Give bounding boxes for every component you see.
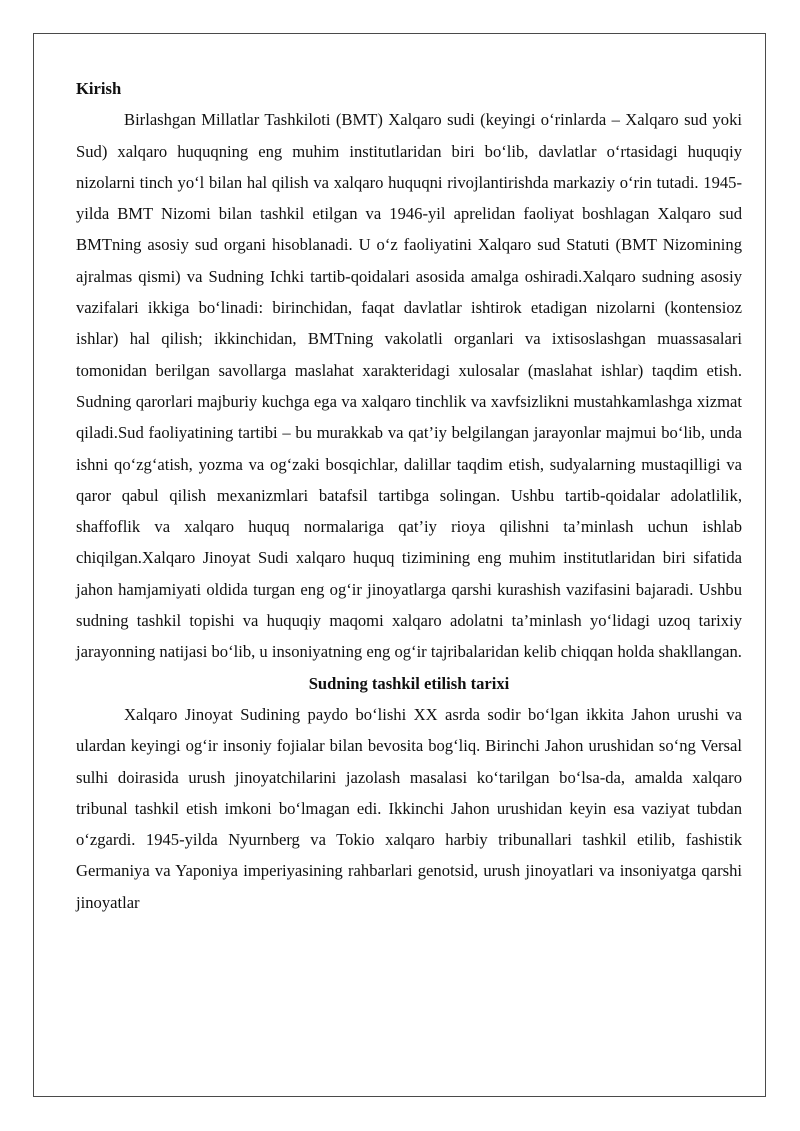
history-paragraph: Xalqaro Jinoyat Sudining paydo bo‘lishi XX asrda sodir bo‘lgan ikkita Jahon urushi va ulardan keyingi og‘ir insoniy fojialar bilan bevosita bog‘liq. Birinchi Jahon urushidan so‘ng Versal sulhi doirasida urush jinoyatchilarini jazolash masalasi ko‘tarilgan bo‘lsa-da, amalda xalqaro tribunal tashkil etish imkoni bo‘lmagan edi. Ikkinchi Jahon urushidan keyin esa vaziyat tubdan o‘zgardi. 1945-yilda Nyurnberg va Tokio xalqaro harbiy tribunallari tashkil etilib, fashistik Germaniya va Yaponiya imperiyasining rahbarlari genotsid, urush jinoyatlari va insoniyatga qarshi jinoyatlar xyxy=(76,704,742,912)
history-heading: Sudning tashkil etilish tarixi xyxy=(308,673,510,693)
document-body xyxy=(76,73,742,918)
intro-heading: Kirish xyxy=(76,79,122,98)
intro-paragraph: Birlashgan Millatlar Tashkiloti (BMT) Xalqaro sudi (keyingi o‘rinlarda – Xalqaro sud yoki Sud) xalqaro huquqning eng muhim institutlaridan biri bo‘lib, davlatlar o‘rtasidagi huquqiy nizolarni tinch yo‘l bilan hal qilish va xalqaro huquqni rivojlantirishda markaziy o‘rin tutadi. 1945-yilda BMT Nizomi bilan tashkil etilgan va 1946-yil aprelidan faoliyat boshlagan Xalqaro sud BMTning asosiy sud organi hisoblanadi. U o‘z faoliyatini Xalqaro sud Statuti (BMT Nizomining ajralmas qismi) va Sudning Ichki tartib-qoidalari asosida amalga oshiradi.Xalqaro sudning asosiy vazifalari ikkiga bo‘linadi: birinchidan, faqat davlatlar ishtirok etadigan nizolarni (kontensioz ishlar) hal qilish; ikkinchidan, BMTning vakolatli organlari va ixtisoslashgan muassasalari tomonidan berilgan savollarga maslahat xarakteridagi xulosalar (maslahat ishlar) taqdim etish. Sudning qarorlari majburiy kuchga ega va xalqaro tinchlik va xavfsizlikni mustahkamlashga xizmat qiladi.Sud faoliyatining tartibi – bu murakkab va qat’iy belgilangan jarayonlar majmui bo‘lib, unda ishni qo‘zg‘atish, yozma va og‘zaki bosqichlar, dalillar taqdim etish, sudyalarning mustaqilligi va qaror qabul qilish mexanizmlari batafsil tartibga solingan. Ushbu tartib-qoidalar adolatlilik, shaffoflik va xalqaro huquq normalariga qat’iy rioya qilishni ta’minlash uchun ishlab chiqilgan.Xalqaro Jinoyat Sudi xalqaro huquq tizimining eng muhim institutlaridan biri sifatida jahon hamjamiyati oldida turgan eng og‘ir jinoyatlarga qarshi kurashish vazifasini bajaradi. Ushbu sudning tashkil topishi va huquqiy maqomi xalqaro adolatni ta’minlash yo‘lidagi uzoq tarixiy jarayonning natijasi bo‘lib, u insoniyatning eng og‘ir tajribalaridan kelib chiqqan holda shakllangan. xyxy=(76,110,742,662)
